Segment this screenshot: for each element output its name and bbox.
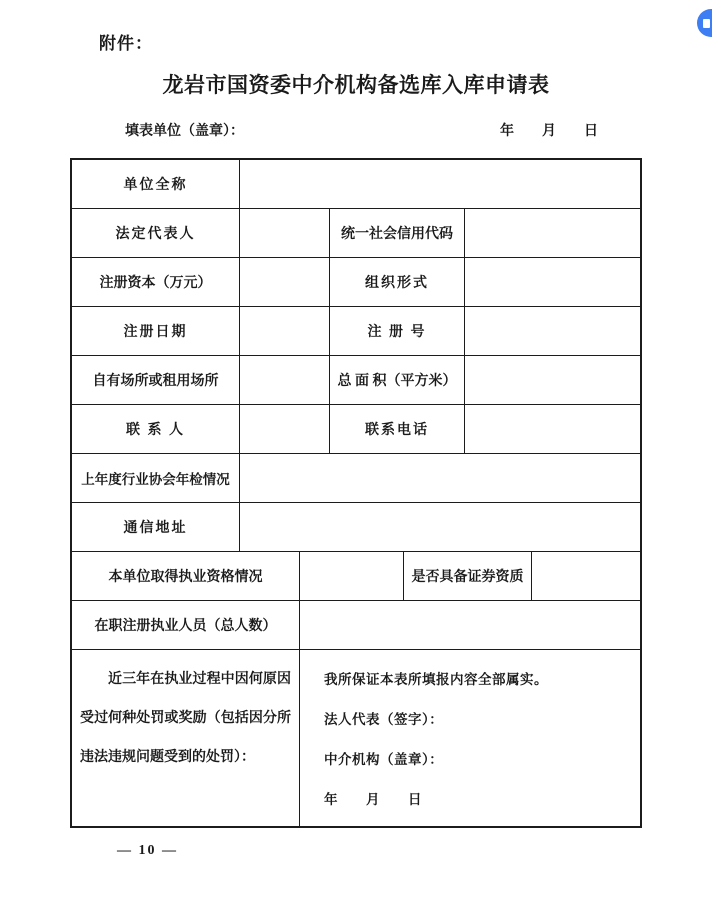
field-label-mailing-address: 通信地址	[72, 503, 240, 551]
table-row	[72, 307, 640, 356]
table-row	[72, 160, 640, 209]
input-cell-registration-number	[465, 307, 640, 355]
field-label-contact-person: 联 系 人	[72, 405, 240, 453]
input-cell-contact-phone	[465, 405, 640, 453]
input-cell-legal-representative	[240, 209, 330, 257]
field-label-premises: 自有场所或租用场所	[72, 356, 240, 404]
field-label-securities-qualification: 是否具备证券资质	[404, 552, 532, 600]
declaration-cell	[300, 650, 640, 826]
page-title: 龙岩市国资委中介机构备选库入库申请表	[162, 73, 550, 97]
input-cell-registered-practitioners	[300, 601, 640, 649]
agency-seal-label: 中介机构（盖章）：	[324, 752, 444, 767]
field-label-registered-practitioners: 在职注册执业人员（总人数）	[72, 601, 300, 649]
field-label-penalties-rewards: 近三年在执业过程中因何原因受过何种处罚或奖励（包括因分所违法违规问题受到的处罚）：	[72, 650, 300, 826]
field-label-practice-qualification: 本单位取得执业资格情况	[72, 552, 300, 600]
table-row	[72, 405, 640, 454]
badge-icon	[703, 19, 710, 28]
input-cell-practice-qualification	[300, 552, 404, 600]
input-cell-annual-inspection	[240, 454, 640, 502]
input-cell-contact-person	[240, 405, 330, 453]
input-cell-organization-form	[465, 258, 640, 306]
table-row	[72, 258, 640, 307]
field-label-total-area: 总 面 积（平方米）	[330, 356, 465, 404]
table-row	[72, 356, 640, 405]
table-row	[72, 209, 640, 258]
input-cell-total-area	[465, 356, 640, 404]
field-label-unit-full-name: 单位全称	[72, 160, 240, 208]
field-label-organization-form: 组织形式	[330, 258, 465, 306]
field-label-credit-code: 统一社会信用代码	[330, 209, 465, 257]
legal-representative-signature-label: 法人代表（签字）：	[324, 712, 444, 727]
input-cell-registration-date	[240, 307, 330, 355]
input-cell-mailing-address	[240, 503, 640, 551]
page-number: — 10 —	[117, 843, 178, 858]
declaration-statement: 我所保证本表所填报内容全部属实。	[324, 672, 548, 687]
table-row	[72, 552, 640, 601]
declaration-date-line: 年 月 日	[324, 792, 422, 807]
input-cell-premises	[240, 356, 330, 404]
table-row	[72, 503, 640, 552]
field-label-legal-representative: 法定代表人	[72, 209, 240, 257]
table-row	[72, 601, 640, 650]
field-label-contact-phone: 联系电话	[330, 405, 465, 453]
table-row	[72, 650, 640, 826]
fill-unit-label: 填表单位（盖章）：	[125, 124, 244, 139]
input-cell-registered-capital	[240, 258, 330, 306]
field-label-registered-capital: 注册资本（万元）	[72, 258, 240, 306]
attachment-label: 附件：	[99, 34, 153, 53]
form-header-line	[125, 120, 598, 140]
date-line: 年 月 日	[500, 124, 598, 139]
field-label-annual-inspection: 上年度行业协会年检情况	[72, 454, 240, 502]
input-cell-securities-qualification	[532, 552, 640, 600]
table-row	[72, 454, 640, 503]
input-cell-credit-code	[465, 209, 640, 257]
floating-badge-button[interactable]	[697, 9, 712, 37]
application-table	[70, 158, 642, 828]
field-label-registration-number: 注 册 号	[330, 307, 465, 355]
input-cell-unit-full-name	[240, 160, 640, 208]
field-label-registration-date: 注册日期	[72, 307, 240, 355]
